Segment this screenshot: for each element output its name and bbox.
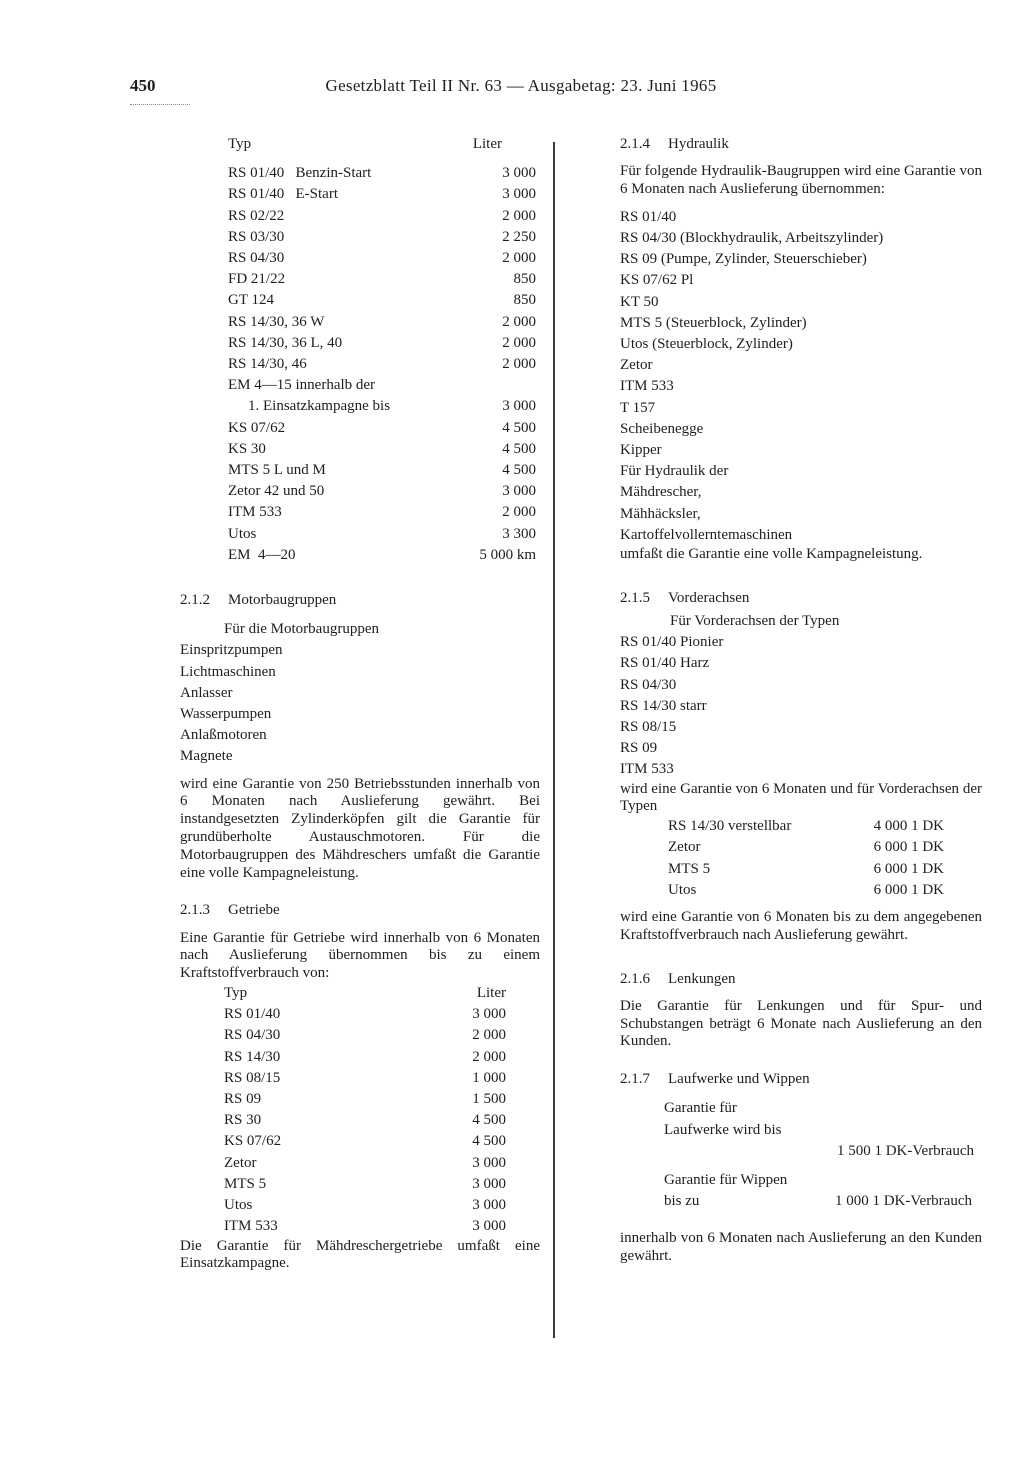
- section-number: 2.1.2: [180, 592, 210, 609]
- row-label: RS 01/40: [224, 1006, 281, 1023]
- row-value: 3 000: [472, 1154, 506, 1171]
- header-rule: [130, 104, 190, 105]
- row-value: 6 000 1 DK: [873, 881, 944, 898]
- row-value: 4 500: [502, 440, 536, 457]
- section-number: 2.1.3: [180, 902, 210, 919]
- row-label: Utos: [668, 881, 697, 898]
- row-value: 2 000: [502, 313, 536, 330]
- page-number: 450: [130, 76, 156, 95]
- table-row: [668, 837, 944, 858]
- table-row: [224, 1047, 506, 1068]
- row-label: RS 14/30, 36 L, 40: [228, 334, 343, 351]
- row-label: RS 14/30, 36 W: [228, 313, 325, 330]
- list-item: Scheibenegge: [620, 420, 704, 437]
- table-row: [224, 1216, 506, 1237]
- row-label: Utos: [228, 525, 257, 542]
- table-row: [224, 1068, 506, 1089]
- row-value: 2 000: [472, 1027, 506, 1044]
- running-head: Gesetzblatt Teil II Nr. 63 — Ausgabetag: 23. Juni 1965: [325, 76, 717, 95]
- table-header: [224, 983, 506, 1004]
- list-item: Kartoffelvollerntemaschinen: [620, 526, 793, 543]
- row-label: KS 07/62: [224, 1133, 282, 1150]
- list-item: Mähhäcksler,: [620, 505, 701, 522]
- row-label: RS 14/30, 46: [228, 356, 307, 373]
- row-value: 6 000 1 DK: [873, 860, 944, 877]
- section-2-1-4-intro: Für folgende Hydraulik-Baugruppen wird eine Garantie von 6 Monaten nach Auslieferung übernommen:: [620, 163, 982, 197]
- table-row: [228, 227, 536, 248]
- section-title: Vorderachsen: [668, 589, 750, 606]
- table-row: [224, 1153, 506, 1174]
- table-row: [228, 375, 536, 417]
- row-value: 4 000 1 DK: [873, 818, 944, 835]
- section-2-1-4-heading: [620, 134, 982, 155]
- row-label: RS 09: [224, 1091, 262, 1108]
- right-column: [620, 134, 982, 1266]
- row-label: RS 08/15: [224, 1069, 281, 1086]
- row-value: 1 500: [472, 1091, 506, 1108]
- table-row: [228, 481, 536, 502]
- table-row: [228, 354, 536, 375]
- list-item: RS 08/15: [620, 719, 677, 736]
- section-2-1-3-text: Eine Garantie für Getriebe wird innerhalb von 6 Monaten nach Auslieferung übernommen bis zu einem Kraftstoffverbrauch von:: [180, 929, 540, 982]
- table-row: [224, 1089, 506, 1110]
- header-type: Typ: [224, 985, 248, 1002]
- table-row: [228, 184, 536, 205]
- list-item: RS 09: [620, 740, 658, 757]
- list-item: Für Hydraulik der: [620, 463, 729, 480]
- row-value: 2 000: [502, 504, 536, 521]
- list-item: KT 50: [620, 293, 659, 310]
- row-label: KS 07/62: [228, 419, 286, 436]
- header-type: Typ: [228, 136, 252, 152]
- row-label: GT 124: [228, 292, 274, 309]
- list-item: Kipper: [620, 442, 662, 459]
- row-value: 2 000: [502, 207, 536, 224]
- row-label: Utos: [224, 1197, 253, 1214]
- section-2-1-5-closing: wird eine Garantie von 6 Monaten bis zu dem angegebenen Kraftstoffverbrauch nach Auslieferung gewährt.: [620, 909, 982, 943]
- section-2-1-2-intro: Für die Motorbaugruppen: [224, 621, 379, 638]
- section-number: 2.1.6: [620, 970, 650, 987]
- header-unit: Liter: [472, 136, 502, 152]
- row-value: 850: [513, 271, 536, 288]
- list-item: RS 01/40 Harz: [620, 655, 710, 672]
- section-2-1-4-closing: umfaßt die Garantie eine volle Kampagneleistung.: [620, 546, 923, 563]
- row-value: 4 500: [472, 1112, 506, 1129]
- list-item: Magnete: [180, 748, 233, 765]
- column-divider: [553, 142, 555, 1338]
- table-row: [228, 545, 536, 566]
- table-row: [228, 524, 536, 545]
- section-2-1-2-heading: [180, 590, 540, 611]
- row-value: 5 000 km: [479, 546, 536, 563]
- row-label: ITM 533: [228, 504, 282, 521]
- list-item: Einspritzpumpen: [180, 642, 283, 659]
- table-row: [228, 460, 536, 481]
- row-value: 6 000 1 DK: [873, 839, 944, 856]
- table-row: [228, 439, 536, 460]
- table-row: [668, 816, 944, 837]
- table-row: [668, 880, 944, 901]
- hydraulik-list: [620, 207, 982, 461]
- row-value: 2 250: [502, 228, 536, 245]
- wippen-line-1: Garantie für Wippen: [664, 1172, 788, 1189]
- table-row: [228, 418, 536, 439]
- list-item: RS 09 (Pumpe, Zylinder, Steuerschieber): [620, 251, 867, 268]
- row-value: 1 000: [472, 1069, 506, 1086]
- list-item: RS 14/30 starr: [620, 697, 707, 714]
- table-row: [228, 269, 536, 290]
- wippen-line-2: [664, 1191, 982, 1212]
- list-item: RS 01/40 Pionier: [620, 634, 724, 651]
- list-item: Anlaßmotoren: [180, 727, 267, 744]
- laufwerke-line-2: Laufwerke wird bis: [664, 1121, 782, 1138]
- section-2-1-6-heading: [620, 969, 982, 990]
- row-value: 2 000: [502, 356, 536, 373]
- row-label: KS 30: [228, 440, 266, 457]
- row-label: Zetor 42 und 50: [228, 483, 325, 500]
- list-item: Anlasser: [180, 684, 233, 701]
- row-label: RS 01/40 Benzin-Start: [228, 165, 372, 182]
- row-value: 2 000: [472, 1048, 506, 1065]
- table-row: [228, 248, 536, 269]
- section-2-1-7-heading: [620, 1069, 982, 1090]
- vorderachsen-list: [620, 632, 982, 780]
- section-2-1-5-mid: wird eine Garantie von 6 Monaten und für Vorderachsen der Typen: [620, 780, 982, 815]
- table-row: [228, 312, 536, 333]
- row-label: EM 4—15 innerhalb der 1. Einsatzkampagne bis: [228, 377, 391, 415]
- row-label: Zetor: [668, 839, 701, 856]
- table-row: [228, 206, 536, 227]
- row-value: 3 000: [472, 1197, 506, 1214]
- table-row: [668, 859, 944, 880]
- list-item: RS 04/30 (Blockhydraulik, Arbeitszylinder): [620, 230, 884, 246]
- section-title: Motorbaugruppen: [228, 592, 337, 609]
- row-label: MTS 5 L und M: [228, 462, 326, 479]
- left-column: [180, 134, 540, 1273]
- row-label: RS 30: [224, 1112, 262, 1129]
- section-title: Laufwerke und Wippen: [668, 1071, 810, 1088]
- table-row: [224, 1025, 506, 1046]
- section-2-1-7-closing: innerhalb von 6 Monaten nach Auslieferung an den Kunden gewährt.: [620, 1230, 982, 1265]
- row-label: RS 04/30: [228, 250, 285, 267]
- table-row: [224, 1174, 506, 1195]
- laufwerke-line-3: 1 500 1 DK-Verbrauch: [836, 1142, 974, 1159]
- table-header: [228, 134, 536, 155]
- row-label: RS 14/30 verstellbar: [668, 818, 792, 835]
- list-item: Lichtmaschinen: [180, 663, 276, 680]
- motorbaugruppen-list: [180, 640, 540, 767]
- table-row: [228, 163, 536, 184]
- table-2: [224, 983, 506, 1237]
- section-2-1-6-text: Die Garantie für Lenkungen und für Spur- und Schubstangen beträgt 6 Monate nach Auslieferung an den Kunden.: [620, 997, 982, 1050]
- row-value: 4 500: [472, 1133, 506, 1150]
- table-row: [228, 290, 536, 311]
- row-value: 3 000: [472, 1006, 506, 1023]
- row-value: 2 000: [502, 250, 536, 267]
- section-title: Hydraulik: [668, 136, 729, 152]
- list-item: ITM 533: [620, 761, 674, 778]
- list-item: RS 04/30: [620, 676, 677, 693]
- table-row: [224, 1131, 506, 1152]
- list-item: KS 07/62 Pl: [620, 272, 694, 289]
- section-number: 2.1.4: [620, 136, 650, 152]
- list-item: Zetor: [620, 357, 653, 374]
- section-2-1-5-intro: Für Vorderachsen der Typen: [670, 613, 840, 630]
- row-label: MTS 5: [224, 1175, 267, 1192]
- list-item: Mähdrescher,: [620, 484, 702, 501]
- wippen-value: 1 000 1 DK-Verbrauch: [834, 1193, 972, 1210]
- section-2-1-5-heading: [620, 588, 982, 609]
- section-2-1-2-text: wird eine Garantie von 250 Betriebsstunden innerhalb von 6 Monaten nach Auslieferung gewährt. Bei instandgesetzten Zylinderköpfen gilt die Garantie für grundüberholte Austauschmotoren. Für die Motorbaugruppen des Mähdreschers umfaßt die Garantie eine volle Kampagneleistung.: [180, 775, 540, 881]
- section-number: 2.1.5: [620, 589, 650, 606]
- list-item: Utos (Steuerblock, Zylinder): [620, 336, 793, 353]
- list-item: Wasserpumpen: [180, 706, 272, 723]
- row-value: 3 000: [502, 483, 536, 500]
- table-row: [224, 1004, 506, 1025]
- row-label: RS 03/30: [228, 228, 285, 245]
- laufwerke-line-1: Garantie für: [664, 1100, 737, 1117]
- row-value: 3 000: [472, 1175, 506, 1192]
- header-unit: Liter: [476, 985, 506, 1002]
- table-row: [224, 1195, 506, 1216]
- table-row: [228, 333, 536, 354]
- list-item: T 157: [620, 399, 656, 416]
- row-label: EM 4—20: [228, 546, 296, 563]
- table-row: [224, 1110, 506, 1131]
- table-3: [668, 816, 944, 901]
- row-value: 3 000: [502, 186, 536, 203]
- row-label: RS 04/30: [224, 1027, 281, 1044]
- row-value: 3 000: [502, 165, 536, 182]
- wippen-label: bis zu: [664, 1193, 700, 1210]
- row-value: 3 000: [502, 398, 536, 415]
- row-value: 4 500: [502, 419, 536, 436]
- table-row: [228, 502, 536, 523]
- row-label: RS 14/30: [224, 1048, 281, 1065]
- row-label: FD 21/22: [228, 271, 286, 288]
- section-title: Getriebe: [228, 902, 280, 919]
- list-item: MTS 5 (Steuerblock, Zylinder): [620, 314, 807, 331]
- row-label: MTS 5: [668, 860, 711, 877]
- section-title: Lenkungen: [668, 970, 736, 987]
- row-value: 850: [513, 292, 536, 309]
- row-value: 2 000: [502, 334, 536, 351]
- table-1: [228, 134, 536, 566]
- row-value: 3 300: [502, 525, 536, 542]
- hydraulik-list-2: [620, 461, 982, 546]
- row-label: RS 01/40 E-Start: [228, 186, 339, 203]
- section-2-1-3-closing: Die Garantie für Mähdreschergetriebe umfaßt eine Einsatzkampagne.: [180, 1237, 540, 1272]
- row-value: 4 500: [502, 462, 536, 479]
- row-label: ITM 533: [224, 1218, 278, 1235]
- section-number: 2.1.7: [620, 1071, 650, 1088]
- list-item: RS 01/40: [620, 208, 677, 225]
- row-label: Zetor: [224, 1154, 257, 1171]
- row-value: 3 000: [472, 1218, 506, 1235]
- row-label: RS 02/22: [228, 207, 285, 224]
- section-2-1-3-heading: [180, 900, 540, 921]
- list-item: ITM 533: [620, 378, 674, 395]
